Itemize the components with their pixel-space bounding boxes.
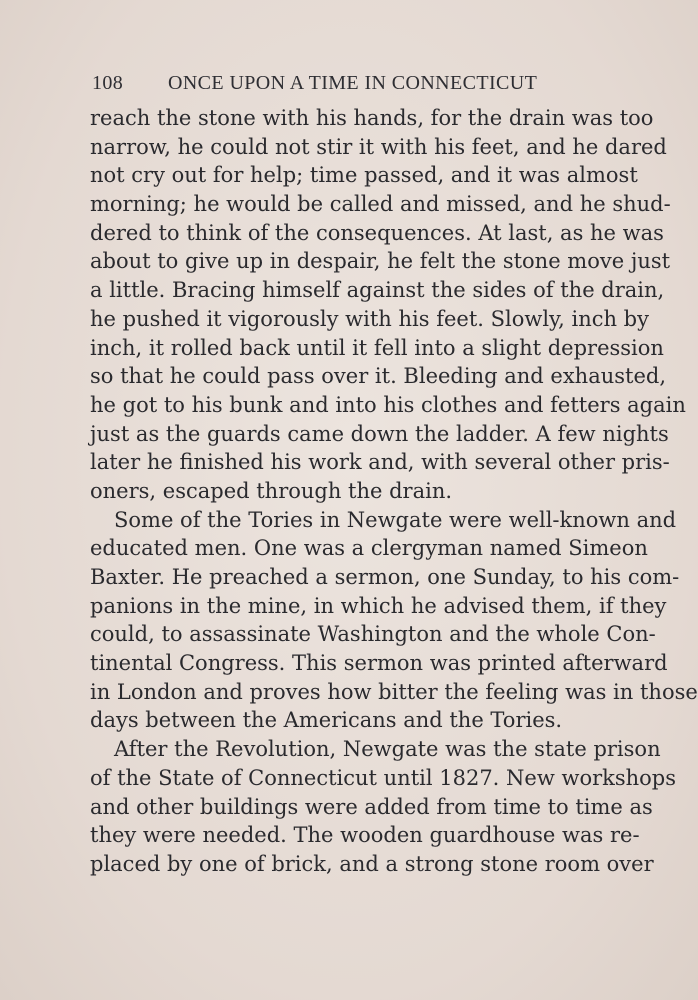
text-line: Some of the Tories in Newgate were well-known and [114, 507, 677, 532]
text-line: panions in the mine, in which he advised them, if they [90, 593, 667, 618]
text-line: he pushed it vigorously with his feet. Slowly, inch by [90, 306, 649, 331]
text-line: reach the stone with his hands, for the drain was too [90, 106, 654, 130]
text-line: so that he could pass over it. Bleeding and exhausted, [90, 364, 667, 389]
text-line: later he finished his work and, with several other pris- [90, 450, 670, 475]
text-line: inch, it rolled back until it fell into a slight depression [90, 335, 664, 360]
text-line: and other buildings were added from time to time as [90, 794, 653, 819]
paragraph [90, 104, 686, 506]
running-head [92, 72, 562, 98]
text-line: dered to think of the consequences. At last, as he was [90, 220, 664, 245]
text-line: he got to his bunk and into his clothes and fetters again [90, 392, 686, 417]
body-text [90, 104, 698, 879]
text-line: just as the guards came down the ladder. A few nights [90, 421, 669, 446]
paragraph [90, 735, 677, 878]
text-line: a little. Bracing himself against the sides of the drain, [90, 278, 665, 303]
text-line: not cry out for help; time passed, and it was almost [90, 163, 638, 188]
text-line: After the Revolution, Newgate was the state prison [114, 737, 661, 762]
paragraph [90, 506, 698, 736]
text-line: could, to assassinate Washington and the whole Con- [90, 622, 656, 647]
text-line: days between the Americans and the Tories. [90, 708, 563, 733]
text-line: Baxter. He preached a sermon, one Sunday, to his com- [90, 565, 680, 589]
text-line: about to give up in despair, he felt the stone move just [90, 249, 671, 274]
page-number: 108 [92, 72, 124, 94]
text-line: educated men. One was a clergyman named Simeon [90, 536, 648, 561]
text-line: tinental Congress. This sermon was printed afterward [90, 651, 668, 676]
text-line: in London and proves how bitter the feeling was in those [90, 679, 698, 704]
text-line: morning; he would be called and missed, and he shud- [90, 192, 671, 217]
text-line: oners, escaped through the drain. [90, 478, 453, 503]
running-title: ONCE UPON A TIME IN CONNECTICUT [168, 72, 538, 94]
text-line: they were needed. The wooden guardhouse was re- [90, 823, 640, 848]
text-line: narrow, he could not stir it with his feet, and he dared [90, 134, 667, 159]
text-line: of the State of Connecticut until 1827. New workshops [90, 765, 677, 790]
text-line: placed by one of brick, and a strong stone room over [90, 851, 654, 876]
